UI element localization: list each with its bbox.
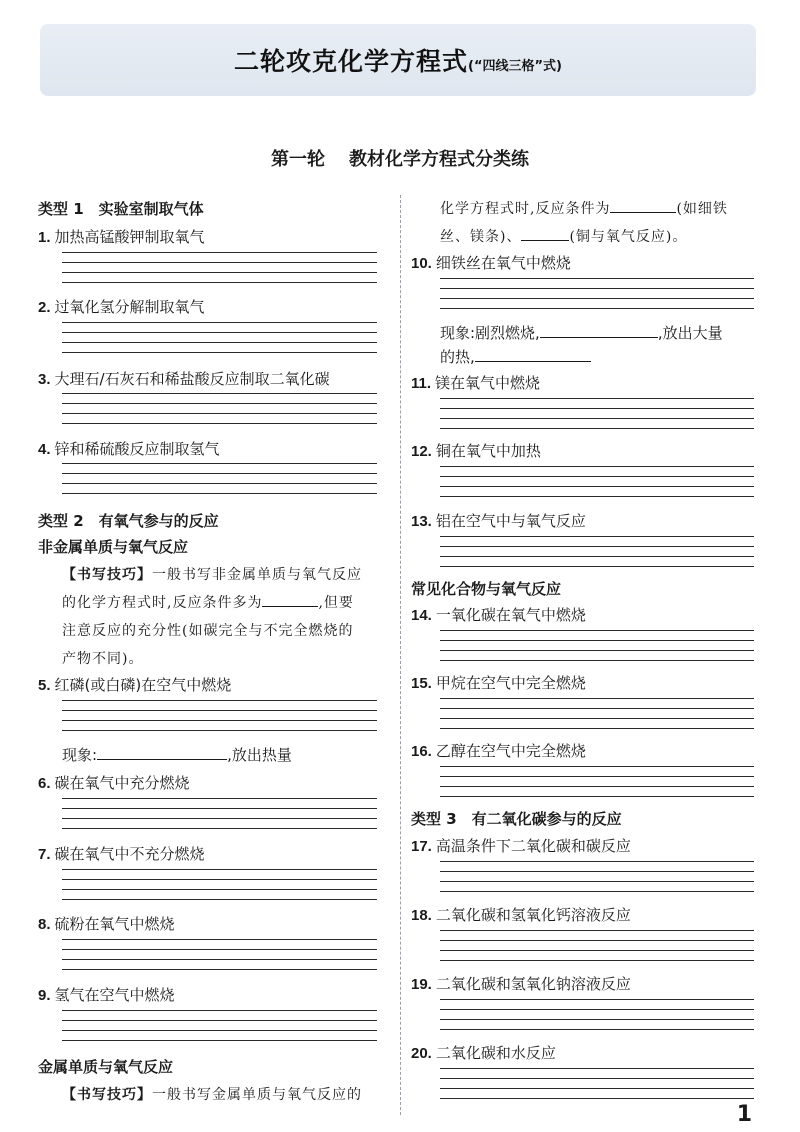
tip-metal-line-3: 丝、镁条)、 (铜与氧气反应)。 bbox=[440, 226, 687, 246]
fill-blank[interactable] bbox=[521, 226, 569, 241]
question-16: 16. 乙醇在空气中完全燃烧 bbox=[411, 742, 586, 760]
subheading-nonmetal: 非金属单质与氧气反应 bbox=[38, 538, 189, 556]
tip-nonmetal-line-3: 注意反应的充分性(如碳完全与不完全燃烧的 bbox=[62, 623, 354, 639]
subheading-metal: 金属单质与氧气反应 bbox=[38, 1058, 174, 1076]
page-subtitle: (“四线三格”式) bbox=[468, 59, 562, 74]
answer-lines-9[interactable] bbox=[62, 1010, 377, 1052]
answer-lines-16[interactable] bbox=[440, 766, 754, 808]
question-11: 11. 镁在氧气中燃烧 bbox=[411, 374, 541, 392]
answer-lines-15[interactable] bbox=[440, 698, 754, 740]
answer-lines-17[interactable] bbox=[440, 861, 754, 903]
page-number: 1 bbox=[736, 1102, 752, 1127]
question-19: 19. 二氧化碳和氢氧化钠溶液反应 bbox=[411, 975, 631, 993]
answer-lines-20[interactable] bbox=[440, 1068, 754, 1110]
round-title: 第一轮 教材化学方程式分类练 bbox=[271, 149, 529, 170]
answer-lines-13[interactable] bbox=[440, 536, 754, 578]
tip-metal-line-2: 化学方程式时,反应条件为 (如细铁 bbox=[440, 198, 728, 218]
question-15: 15. 甲烷在空气中完全燃烧 bbox=[411, 674, 586, 692]
question-10: 10. 细铁丝在氧气中燃烧 bbox=[411, 254, 571, 272]
answer-lines-18[interactable] bbox=[440, 930, 754, 972]
tip-metal-line-1: 【书写技巧】一般书写金属单质与氧气反应的 bbox=[62, 1087, 362, 1103]
question-12: 12. 铜在氧气中加热 bbox=[411, 442, 541, 460]
answer-lines-4[interactable] bbox=[62, 463, 377, 505]
tip-label: 【书写技巧】 bbox=[62, 1087, 152, 1103]
answer-lines-8[interactable] bbox=[62, 939, 377, 981]
tip-nonmetal-line-1: 【书写技巧】一般书写非金属单质与氧气反应 bbox=[62, 567, 362, 583]
answer-lines-1[interactable] bbox=[62, 252, 377, 294]
answer-lines-3[interactable] bbox=[62, 393, 377, 435]
fill-blank[interactable] bbox=[475, 347, 591, 362]
fill-blank[interactable] bbox=[610, 198, 676, 213]
tip-nonmetal-line-2: 的化学方程式时,反应条件多为 ,但要 bbox=[62, 592, 354, 612]
question-9: 9. 氢气在空气中燃烧 bbox=[38, 986, 175, 1004]
question-13: 13. 铝在空气中与氧气反应 bbox=[411, 512, 586, 530]
tip-nonmetal-line-4: 产物不同)。 bbox=[62, 651, 144, 667]
fill-blank[interactable] bbox=[97, 745, 227, 760]
answer-lines-2[interactable] bbox=[62, 322, 377, 364]
question-17: 17. 高温条件下二氧化碳和碳反应 bbox=[411, 837, 631, 855]
observation-5: 现象: ,放出热量 bbox=[62, 746, 292, 764]
type1-heading: 类型 1 实验室制取气体 bbox=[38, 200, 204, 218]
answer-lines-6[interactable] bbox=[62, 798, 377, 840]
question-2: 2. 过氧化氢分解制取氧气 bbox=[38, 298, 205, 316]
tip-label: 【书写技巧】 bbox=[62, 567, 152, 583]
observation-10: 现象:剧烈燃烧, ,放出大量 bbox=[440, 324, 723, 342]
question-5: 5. 红磷(或白磷)在空气中燃烧 bbox=[38, 676, 232, 694]
question-6: 6. 碳在氧气中充分燃烧 bbox=[38, 774, 190, 792]
answer-lines-12[interactable] bbox=[440, 466, 754, 508]
answer-lines-10[interactable] bbox=[440, 278, 754, 320]
answer-lines-11[interactable] bbox=[440, 398, 754, 440]
question-4: 4. 锌和稀硫酸反应制取氢气 bbox=[38, 440, 220, 458]
question-18: 18. 二氧化碳和氢氧化钙溶液反应 bbox=[411, 906, 631, 924]
page-title: 二轮攻克化学方程式(“四线三格”式) bbox=[234, 47, 562, 76]
question-20: 20. 二氧化碳和水反应 bbox=[411, 1044, 556, 1062]
answer-lines-14[interactable] bbox=[440, 630, 754, 672]
fill-blank[interactable] bbox=[540, 323, 658, 338]
answer-lines-7[interactable] bbox=[62, 869, 377, 911]
answer-lines-5[interactable] bbox=[62, 700, 377, 742]
header-banner bbox=[40, 24, 756, 96]
column-divider bbox=[400, 195, 401, 1115]
fill-blank[interactable] bbox=[262, 592, 318, 607]
question-7: 7. 碳在氧气中不充分燃烧 bbox=[38, 845, 205, 863]
subheading-compound: 常见化合物与氧气反应 bbox=[411, 580, 562, 598]
question-3: 3. 大理石/石灰石和稀盐酸反应制取二氧化碳 bbox=[38, 370, 330, 388]
question-8: 8. 硫粉在氧气中燃烧 bbox=[38, 915, 175, 933]
type3-heading: 类型 3 有二氧化碳参与的反应 bbox=[411, 810, 622, 828]
type2-heading: 类型 2 有氧气参与的反应 bbox=[38, 512, 219, 530]
answer-lines-19[interactable] bbox=[440, 999, 754, 1041]
observation-10-cont: 的热, bbox=[440, 346, 591, 367]
question-14: 14. 一氧化碳在氧气中燃烧 bbox=[411, 606, 586, 624]
question-1: 1. 加热高锰酸钾制取氧气 bbox=[38, 228, 205, 246]
